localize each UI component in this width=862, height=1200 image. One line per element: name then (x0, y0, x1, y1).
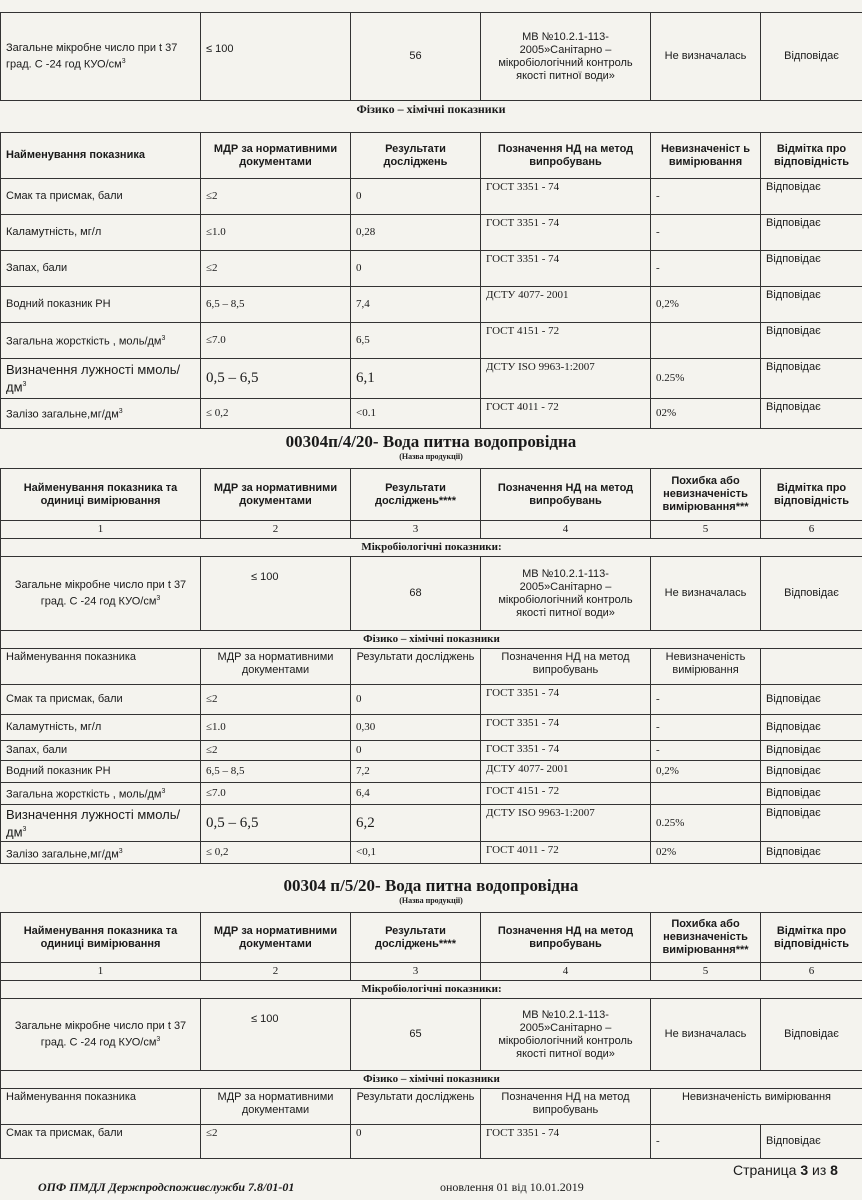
table-row: Загальна жорсткість , моль/$дм^3$ ≤7.0 6,5 ГОСТ 4151 - 72 Відповідає (1, 323, 862, 359)
header-method: Позначення НД на метод випробувань (481, 133, 651, 179)
column-numbers: 1 2 3 4 5 6 (1, 521, 862, 539)
phys-table-1 (0, 132, 862, 429)
top-micro-table (0, 12, 862, 101)
column-numbers: 1 2 3 4 5 6 (1, 963, 862, 981)
section-phys-1: Фізико – хімічні показники (356, 102, 506, 116)
section-phys-3: Фізико – хімічні показники (1, 1071, 862, 1089)
table-row: Загальне мікробне число при t 37 град. С -24 год КУО/$см^3$ ≤ 100 65 МВ №10.2.1-113-2005»Санітарно – мікробіологічний контроль якості питної води» Не визначалась Відповідає (1, 999, 862, 1071)
micro-mark-cell: Відповідає (761, 13, 862, 101)
footer-org: ОПФ ПМДЛ Держпродспоживслужби 7.8/01-01 (38, 1180, 295, 1194)
header-result: Результати досліджень (351, 133, 481, 179)
micro-mdr-cell: ≤ 100 (201, 13, 351, 101)
section-phys-2: Фізико – хімічні показники (1, 631, 862, 649)
table-row: Визначення лужності ммоль/$дм^3$ 0,5 – 6,5 6,1 ДСТУ ISO 9963-1:2007 0.25% Відповідає (1, 359, 862, 399)
table-row: Залізо $загальне,мг/дм^3$ ≤ 0,2 <0,1 ГОСТ 4011 - 72 02% Відповідає (1, 842, 862, 864)
header-mdr: МДР за нормативними документами (201, 133, 351, 179)
table-row: Запах, бали ≤2 0 ГОСТ 3351 - 74 - Відповідає (1, 251, 862, 287)
table-row: Каламутність, мг/л ≤1.0 0,30 ГОСТ 3351 - 74 - Відповідає (1, 715, 862, 741)
header-mark: Відмітка про відповідність (761, 133, 862, 179)
page-number: Страница 3 из 8 (733, 1162, 838, 1178)
footer-update: оновлення 01 від 10.01.2019 (440, 1180, 584, 1194)
table-row: Запах, бали ≤2 0 ГОСТ 3351 - 74 - Відповідає (1, 741, 862, 761)
table-row: Смак та присмак, бали ≤2 0 ГОСТ 3351 - 74 - Відповідає (1, 179, 862, 215)
product-table-3: Найменування показника та одиниці вимірювання МДР за нормативними документами Результати досліджень**** Позначення НД на метод випробувань Похибка або невизначеність вимірювання*** Відмітка про відповідність 1 2 3 4 5 6 Мікробіологічні показники: Загальне мікробне число при t 37 град. С -24 год КУО/$см^3$ ≤ 100 65 МВ №10.2.1-113-2005»Санітарно – мікробіологічний контроль якості питної води» Не визначалась Відповідає Фізико – хімічні показники Найменування показника МДР за нормативними документами Результати досліджень Позначення НД на метод випробувань Невизначеність вимірювання Смак та присмак, бали ≤2 0 ГОСТ 3351 - 74 - Відповідає (0, 912, 862, 1159)
table-row: Смак та присмак, бали ≤2 0 ГОСТ 3351 - 74 - Відповідає (1, 685, 862, 715)
table-row: Водний показник РН 6,5 – 8,5 7,2 ДСТУ 4077- 2001 0,2% Відповідає (1, 761, 862, 783)
product-table-2: Найменування показника та одиниці вимірювання МДР за нормативними документами Результати досліджень**** Позначення НД на метод випробувань Похибка або невизначеність вимірювання*** Відмітка про відповідність 1 2 3 4 5 6 Мікробіологічні показники: Загальне мікробне число при t 37 град. С -24 год КУО/$см^3$ ≤ 100 68 МВ №10.2.1-113-2005»Санітарно – мікробіологічний контроль якості питної води» Не визначалась Відповідає Фізико – хімічні показники Найменування показника МДР за нормативними документами Результати досліджень Позначення НД на метод випробувань Невизначеність вимірювання Смак та присмак, бали ≤2 0 ГОСТ 3351 - 74 - Відповідає Каламутність, мг/л ≤1.0 0,30 ГОСТ 3351 - 74 - Відповідає Запах, бали ≤2 0 ГОСТ 3351 - 74 - Відповідає Водний показник РН 6,5 – 8,5 7,2 ДСТУ 4077- 2001 0,2% Відповідає Загальна жорсткість , моль/$дм^3$ ≤7.0 6,4 ГОСТ 4151 - 72 Відповідає Визначення лужності ммоль/$дм^3$ 0,5 – 6,5 6,2 ДСТУ ISO 9963-1:2007 0.25% Відповідає Залізо $загальне,мг/дм^3$ ≤ 0,2 <0,1 ГОСТ 4011 - 72 02% Відповідає (0, 468, 862, 864)
product-subtitle-3: (Назва продукції) (399, 896, 463, 905)
micro-uncertainty-cell: Не визначалась (651, 13, 761, 101)
header-uncertainty: Невизначеніст ь вимірювання (651, 133, 761, 179)
product-subtitle-2: (Назва продукції) (399, 452, 463, 461)
table-row: Визначення лужності ммоль/$дм^3$ 0,5 – 6,5 6,2 ДСТУ ISO 9963-1:2007 0.25% Відповідає (1, 805, 862, 842)
product-title-2: 00304п/4/20- Вода питна водопровідна (285, 432, 577, 451)
table-row: Залізо $загальне,мг/дм^3$ ≤ 0,2 <0.1 ГОСТ 4011 - 72 02% Відповідає (1, 399, 862, 429)
micro-result-cell: 56 (351, 13, 481, 101)
micro-method-cell: МВ №10.2.1-113-2005»Санітарно – мікробіологічний контроль якості питної води» (481, 13, 651, 101)
section-micro-3: Мікробіологічні показники: (1, 981, 862, 999)
header-name: Найменування показника (1, 133, 201, 179)
micro-name-cell: Загальне мікробне число при t 37 град. С -24 год КУО/$см^3$ (1, 13, 201, 101)
product-title-3: 00304 п/5/20- Вода питна водопровідна (283, 876, 579, 895)
table-row: Смак та присмак, бали ≤2 0 ГОСТ 3351 - 74 - Відповідає (1, 1125, 862, 1159)
section-micro-2: Мікробіологічні показники: (1, 539, 862, 557)
table-row: Загальна жорсткість , моль/$дм^3$ ≤7.0 6,4 ГОСТ 4151 - 72 Відповідає (1, 783, 862, 805)
table-row: Водний показник РН 6,5 – 8,5 7,4 ДСТУ 4077- 2001 0,2% Відповідає (1, 287, 862, 323)
table-row: Загальне мікробне число при t 37 град. С -24 год КУО/$см^3$ ≤ 100 68 МВ №10.2.1-113-2005»Санітарно – мікробіологічний контроль якості питної води» Не визначалась Відповідає (1, 557, 862, 631)
table-row: Каламутність, мг/л ≤1.0 0,28 ГОСТ 3351 - 74 - Відповідає (1, 215, 862, 251)
